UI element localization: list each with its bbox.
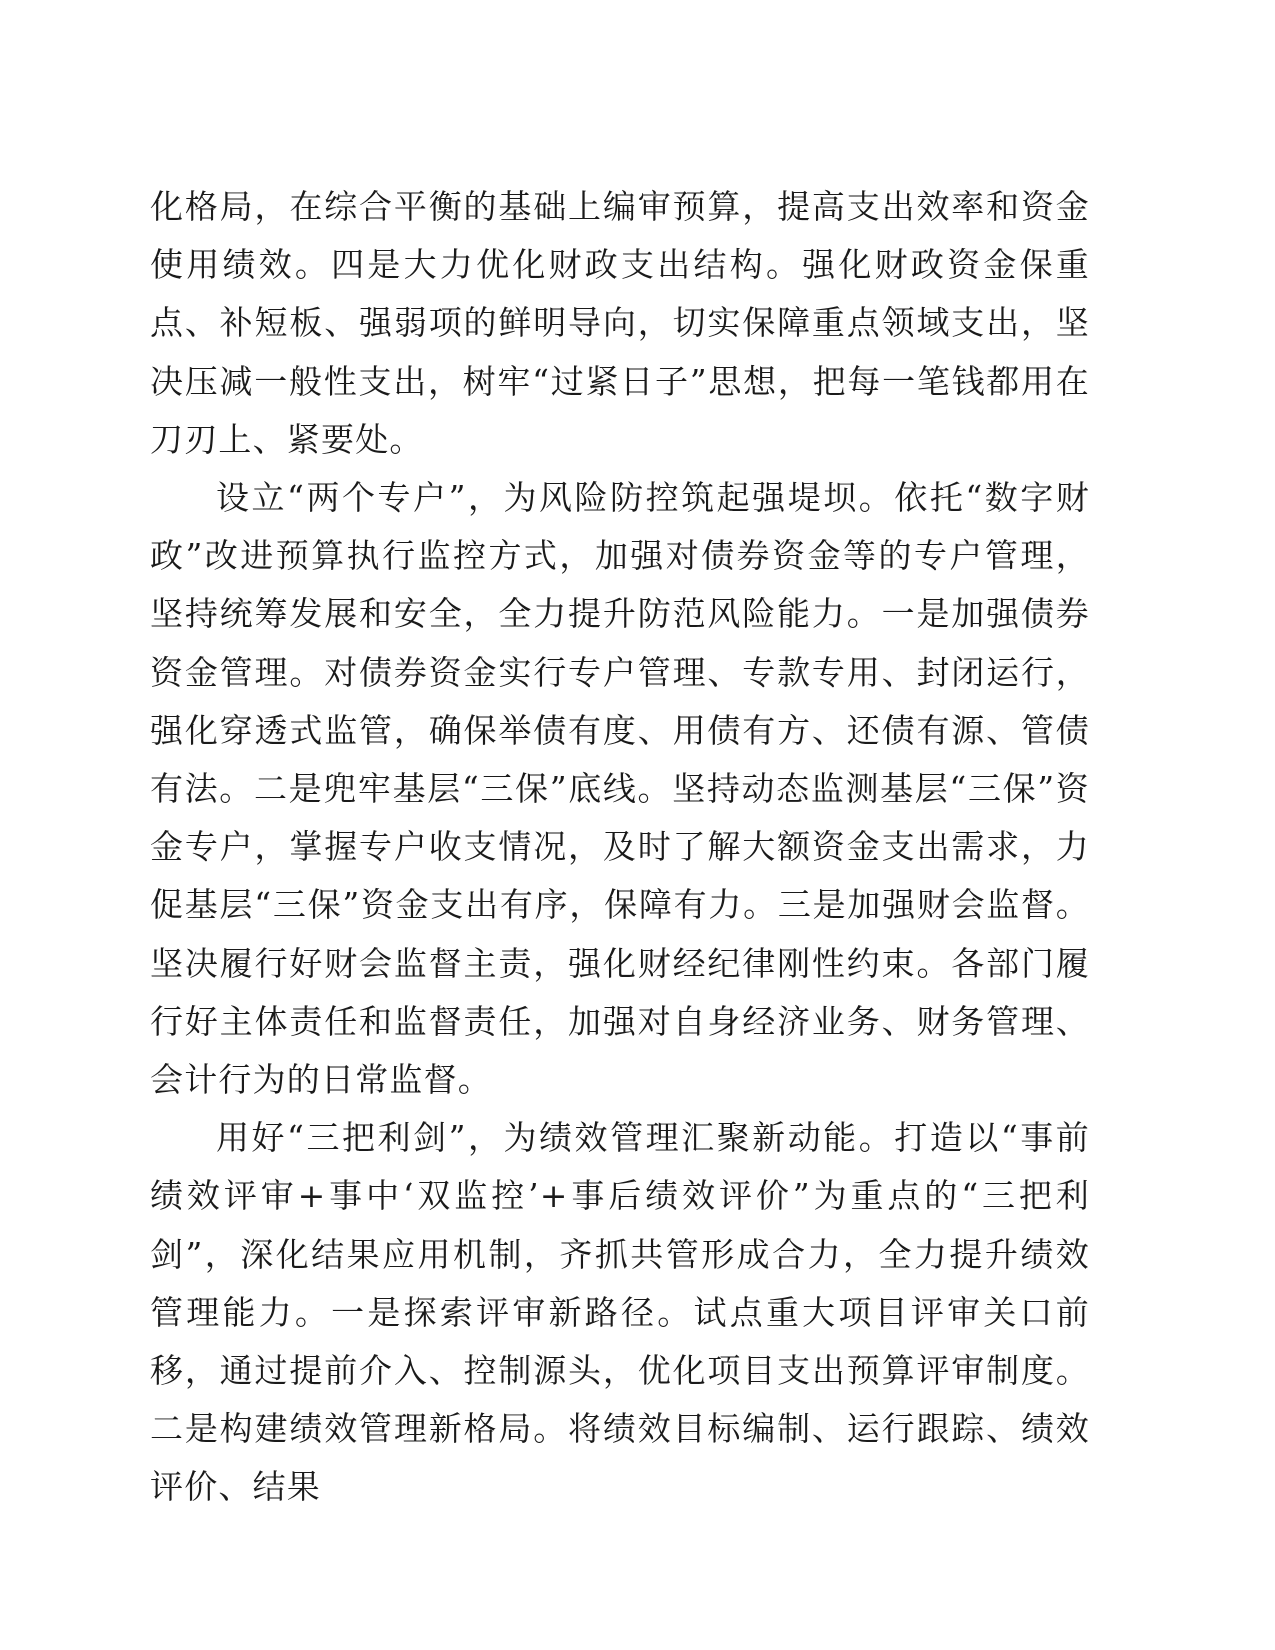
paragraph-performance-management: 用好“三把利剑”，为绩效管理汇聚新动能。打造以“事前绩效评审+事中‘双监控’+事后绩效评价”为重点的“三把利剑”，深化结果应用机制，齐抓共管形成合力，全力提升绩效管理能力。一是探索评审新路径。试点重大项目评审关口前移，通过提前介入、控制源头，优化项目支出预算评审制度。二是构建绩效管理新格局。将绩效目标编制、运行跟踪、绩效评价、结果	[150, 1118, 1090, 1507]
body-text	[150, 178, 1090, 1517]
paragraph-budget-structure: 化格局，在综合平衡的基础上编审预算，提高支出效率和资金使用绩效。四是大力优化财政支出结构。强化财政资金保重点、补短板、强弱项的鲜明导向，切实保障重点领域支出，坚决压减一般性支出，树牢“过紧日子”思想，把每一笔钱都用在刀刃上、紧要处。	[150, 187, 1090, 459]
paragraph-risk-control: 设立“两个专户”，为风险防控筑起强堤坝。依托“数字财政”改进预算执行监控方式，加强对债券资金等的专户管理，坚持统筹发展和安全，全力提升防范风险能力。一是加强债券资金管理。对债券资金实行专户管理、专款专用、封闭运行，强化穿透式监管，确保举债有度、用债有方、还债有源、管债有法。二是兜牢基层“三保”底线。坚持动态监测基层“三保”资金专户，掌握专户收支情况，及时了解大额资金支出需求，力促基层“三保”资金支出有序，保障有力。三是加强财会监督。坚决履行好财会监督主责，强化财经纪律刚性约束。各部门履行好主体责任和监督责任，加强对自身经济业务、财务管理、会计行为的日常监督。	[150, 478, 1090, 1100]
